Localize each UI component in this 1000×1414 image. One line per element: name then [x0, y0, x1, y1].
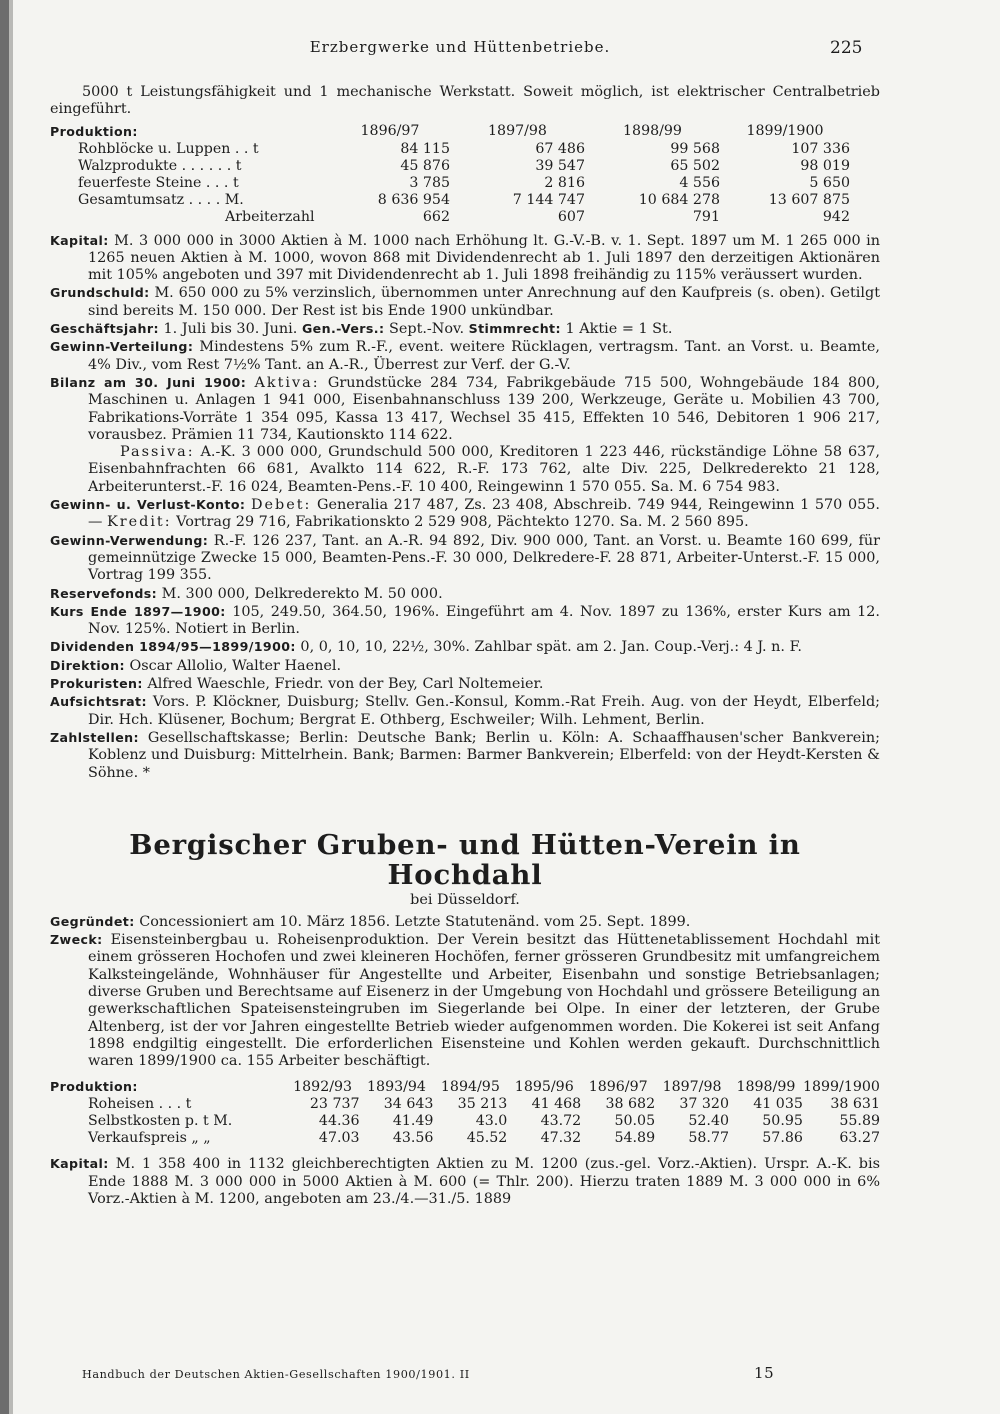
entry-reservefonds: Reservefonds: M. 300 000, Delkrederekto M. 50 000.: [50, 585, 443, 602]
table-cell: 47.32: [540, 1130, 582, 1147]
company-entries-2: [50, 913, 880, 1071]
entry-zahlstellen: Zahlstellen: Gesellschaftskasse; Berlin: Deutsche Bank; Berlin u. Köln: A. Schaaffhausen'scher Bankverein; Koblenz und Duisburg: Mittelrhein. Bank; Barmen: Barmer Bankverein; Elberfeld: von der Heydt-Kersten & Söhne. *: [50, 729, 881, 781]
table-cell: 43.72: [540, 1113, 582, 1130]
entry-kapital-2: Kapital: M. 1 358 400 in 1132 gleichberechtigten Aktien zu M. 1200 (zus.-gel. Vorz.-Aktien). Urspr. A.-K. bis Ende 1888 M. 3 000 000 in 5000 Aktien à M. 600 (= Thlr. 200). Hierzu traten 1889 M. 3 000 000 in 6% Vorz.-Aktien à M. 1200, angeboten am 23./4.—31./5. 1889: [50, 1156, 881, 1208]
table-cell: 58.77: [688, 1130, 729, 1147]
year-header: 1894/95: [440, 1078, 500, 1095]
running-title: Erzbergwerke und Hüttenbetriebe.: [309, 38, 611, 56]
entry-gewinn-verlust: Gewinn- u. Verlust-Konto: Debet: Generalia 217 487, Zs. 23 408, Abschreib. 749 944, Reingewinn 1 570 055. — Kredit: Vortrag 29 716, Fabrikationskto 2 529 908, Pächtekto 1270. Sa. M. 2 560 895.: [50, 497, 880, 531]
table-cell: 50.95: [762, 1113, 803, 1130]
table-cell: 63.27: [839, 1130, 880, 1147]
year-header: 1896/97: [360, 123, 420, 140]
table-row: [50, 209, 850, 226]
table-cell: 38 631: [830, 1096, 880, 1113]
company-entries: [50, 232, 880, 782]
table-cell: 99 568: [670, 140, 720, 157]
table-cell: 38 682: [605, 1096, 656, 1113]
entry-aufsichtsrat: Aufsichtsrat: Vors. P. Klöckner, Duisburg; Stellv. Gen.-Konsul, Komm.-Rat Freih. Aug. von der Heydt, Elberfeld; Dir. Hch. Klüsener, Bochum; Bergrat E. Othberg, Eschweiler; Wilh. Lehment, Berlin.: [50, 694, 880, 728]
table-cell: 607: [557, 208, 585, 225]
table-row: [50, 192, 850, 209]
row-label: Selbstkosten p. t M.: [88, 1113, 233, 1130]
table-cell: 55.89: [839, 1113, 880, 1130]
entry-grundschuld: Grundschuld: M. 650 000 zu 5% verzinslich, übernommen unter Anrechnung auf den Kaufpreis (s. oben). Getilgt sind bereits M. 150 000. Der Rest ist bis Ende 1900 unkündbar.: [50, 285, 881, 319]
table-cell: 98 019: [800, 157, 850, 174]
entry-bilanz: Bilanz am 30. Juni 1900: Aktiva: Grundstücke 284 734, Fabrikgebäude 715 500, Wohngebäude 184 800, Maschinen u. Anlagen 1 941 000, Eisenbahnanschluss 139 200, Werkzeuge, Geräte u. Mobilien 43 700, Fabrikations-Vorräte 1 354 095, Kassa 13 417, Wechsel 35 415, Effekten 10 546, Debitoren 1 906 217, vorausbez. Prämien 11 734, Kautionskto 114 622.: [50, 374, 881, 443]
entry-kapital: Kapital: M. 3 000 000 in 3000 Aktien à M. 1000 nach Erhöhung lt. G.-V.-B. v. 1. Sept. 1897 um M. 1 265 000 in 1265 neuen Aktien à M. 1000, wovon 868 mit Dividendenrecht ab 1. Juli 1897 den derzeitigen Aktionären mit 105% angeboten und 397 mit Dividendenrecht ab 1. Juli 1898 freihändig zu 115% veräussert wurden.: [50, 232, 880, 284]
table-cell: 39 547: [535, 157, 585, 174]
table-row: [50, 141, 850, 158]
table-cell: 5 650: [809, 174, 850, 191]
entry-dividenden: Dividenden 1894/95—1899/1900: 0, 0, 10, 10, 22½, 30%. Zahlbar spät. am 2. Jan. Coup.-Verj.: 4 J. n. F.: [50, 639, 802, 656]
table-cell: 44.36: [318, 1113, 360, 1130]
table-cell: 34 643: [383, 1096, 434, 1113]
table-cell: 47.03: [318, 1130, 360, 1147]
table-cell: 4 556: [679, 174, 720, 191]
row-label: Rohblöcke u. Luppen . . t: [78, 140, 259, 157]
table-cell: 10 684 278: [638, 191, 720, 208]
year-header: 1898/99: [623, 123, 682, 140]
year-header: 1897/98: [662, 1078, 722, 1095]
table-row: [50, 1113, 880, 1130]
row-label: Walzprodukte . . . . . . t: [78, 157, 242, 174]
table-cell: 57.86: [762, 1130, 803, 1147]
table-cell: 662: [422, 208, 450, 225]
year-header: 1895/96: [514, 1078, 574, 1095]
row-label: feuerfeste Steine . . . t: [78, 174, 239, 191]
table-cell: 50.05: [614, 1113, 656, 1130]
production-table-1: [50, 123, 850, 226]
table-row: [50, 175, 850, 192]
table-cell: 54.89: [614, 1130, 656, 1147]
year-header: 1896/97: [588, 1078, 648, 1095]
year-header: 1898/99: [736, 1078, 796, 1095]
table-cell: 65 502: [670, 157, 720, 174]
table-row: [50, 158, 850, 175]
table-cell: 13 607 875: [768, 191, 850, 208]
year-header: 1899/1900: [746, 123, 824, 140]
year-header: 1897/98: [488, 123, 547, 140]
production-table-2: [50, 1078, 880, 1147]
table-cell: 35 213: [457, 1096, 508, 1113]
table-cell: 942: [822, 208, 850, 225]
entry-gewinn-verwendung: Gewinn-Verwendung: R.-F. 126 237, Tant. an A.-R. 94 892, Div. 900 000, Tant. an Vorst. u. Beamte 160 699, für gemeinnützige Zwecke 15 000, Beamten-Pens.-F. 30 000, Delkredere-F. 28 871, Arbeiter-Unterst.-F. 15 000, Vortrag 199 355.: [50, 532, 880, 584]
table-cell: 43.0: [475, 1113, 508, 1130]
entry-geschaeftsjahr: Geschäftsjahr: 1. Juli bis 30. Juni. Gen.-Vers.: Sept.-Nov. Stimmrecht: 1 Aktie = 1 St.: [50, 321, 673, 338]
table-cell: 41.49: [392, 1113, 434, 1130]
table-cell: 41 035: [753, 1096, 803, 1113]
table-cell: 791: [692, 208, 720, 225]
table-cell: 41 468: [531, 1096, 582, 1113]
year-header: 1899/1900: [802, 1078, 880, 1095]
star-mark: *: [142, 764, 150, 781]
footer-text: Handbuch der Deutschen Aktien-Gesellschaften 1900/1901. II: [82, 1368, 470, 1381]
row-label: Gesamtumsatz . . . . M.: [78, 191, 244, 208]
page-number: 225: [830, 38, 863, 58]
table-cell: 7 144 747: [512, 191, 585, 208]
table-cell: 45.52: [466, 1130, 508, 1147]
entry-gegruendet: Gegründet: Concessioniert am 10. März 1856. Letzte Statutenänd. vom 25. Sept. 1899.: [50, 913, 691, 930]
table-row: [50, 1130, 880, 1147]
row-label: Arbeiterzahl: [225, 208, 315, 225]
row-label: Verkaufspreis „ „: [88, 1130, 211, 1147]
company-location: bei Düsseldorf.: [410, 891, 520, 908]
entry-direktion: Direktion: Oscar Allolio, Walter Haenel.: [50, 657, 342, 674]
page-content: [50, 84, 880, 1208]
entry-gewinn-verteilung: Gewinn-Verteilung: Mindestens 5% zum R.-F., event. weitere Rücklagen, vertragsm. Tant. an Vorst. u. Beamte, 4% Div., vom Rest 7½% Tant. an A.-R., Überrest zur Verf. der G.-V.: [50, 339, 880, 373]
entry-zweck: Zweck: Eisensteinbergbau u. Roheisenproduktion. Der Verein besitzt das Hüttenetablissement Hochdahl mit einem grösseren Hochofen und zwei kleineren Hochöfen, ferner grösseren Grundbesitz mit umfangreichem Kalksteingelände, Wohnhäuser für Angestellte und Arbeiter, Eisenbahn und sonstige Betriebsanlagen; diverse Gruben und Berechtsame auf Eisenerz in der Umgebung von Hochdahl und grössere Beteiligung an gewerkschaftlichen Spateisensteingruben im Siegerlande bei Olpe. In einer der letzteren, der Grube Altenberg, ist der vor Jahren eingestellte Betrieb wieder aufgenommen worden. Die Kokerei ist seit Anfang 1898 endgiltig eingestellt. Die erforderlichen Eisensteine und Kohlen werden gekauft. Durchschnittlich waren 1899/1900 ca. 155 Arbeiter beschäftigt.: [50, 932, 880, 1070]
table-cell: 84 115: [400, 140, 450, 157]
table-header-row: [50, 1078, 880, 1096]
entry-bilanz-passiva: Passiva: A.-K. 3 000 000, Grundschuld 500 000, Kreditoren 1 223 446, rückständige Löhne 58 637, Eisenbahnfrachten 66 681, Avalkto 114 622, R.-F. 173 762, alte Div. 225, Delkrederekto 21 128, Arbeiterunterst.-F. 16 024, Beamten-Pens.-F. 10 400, Reingewinn 1 570 055. Sa. M. 6 754 983.: [88, 444, 881, 495]
row-label: Roheisen . . . t: [88, 1096, 192, 1113]
table-cell: 52.40: [688, 1113, 729, 1130]
entry-kurs: Kurs Ende 1897—1900: 105, 249.50, 364.50, 196%. Eingeführt am 4. Nov. 1897 zu 136%, erster Kurs am 12. Nov. 125%. Notiert in Berlin.: [50, 603, 880, 638]
entry-prokuristen: Prokuristen: Alfred Waeschle, Friedr. von der Bey, Carl Noltemeier.: [50, 676, 544, 693]
table-cell: 107 336: [791, 140, 850, 157]
table-cell: 43.56: [392, 1130, 434, 1147]
signature-mark: 15: [754, 1364, 775, 1382]
table-cell: 67 486: [535, 140, 585, 157]
table-cell: 45 876: [400, 157, 450, 174]
table-label: Produktion:: [50, 123, 138, 139]
table-cell: 8 636 954: [377, 191, 450, 208]
table-cell: 37 320: [679, 1096, 729, 1113]
page-footer: [82, 1364, 802, 1382]
intro-paragraph: 5000 t Leistungsfähigkeit und 1 mechanische Werkstatt. Soweit möglich, ist elektrischer Centralbetrieb eingeführt.: [50, 84, 880, 118]
year-header: 1893/94: [367, 1078, 426, 1095]
table-cell: 23 737: [309, 1096, 360, 1113]
table-row: [50, 1096, 880, 1113]
table-cell: 2 816: [544, 174, 585, 191]
table-header-row: [50, 123, 850, 141]
company-heading: Bergischer Gruben- und Hütten-Verein in Hochdahl: [129, 828, 801, 891]
year-header: 1892/93: [293, 1078, 353, 1095]
table-cell: 3 785: [409, 174, 450, 191]
table-label: Produktion:: [50, 1079, 138, 1095]
